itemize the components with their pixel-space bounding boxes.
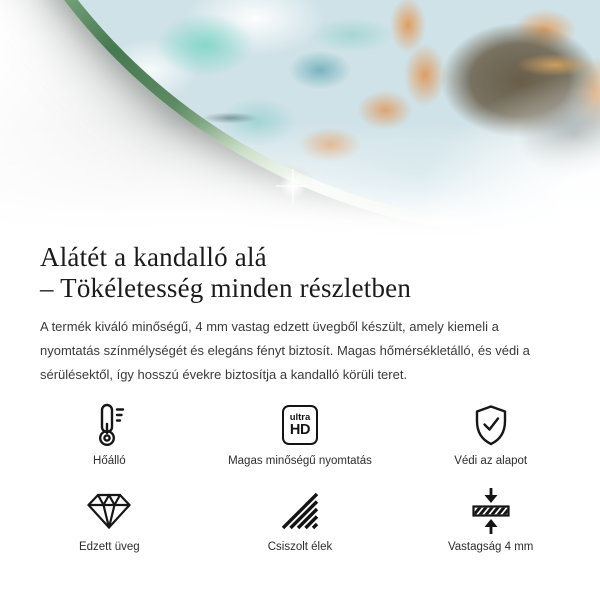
feature-item-protects-base [395,402,586,468]
ultra-hd-icon [282,402,318,448]
feature-label: Magas minőségű nyomtatás [228,455,372,467]
feature-item-heat-resistant [14,402,205,468]
feature-item-high-quality-print [205,402,396,468]
ultra-hd-badge-bottom: HD [289,422,311,438]
thickness-compress-icon [471,488,511,534]
feature-item-tempered-glass [14,488,205,554]
title-line-2: – Tökéletesség minden részletben [40,273,412,303]
features-grid [14,402,586,554]
hero-image [0,0,600,236]
thermometer-icon [93,402,125,448]
title-line-1: Alátét a kandalló alá [40,242,267,272]
feature-item-thickness [395,488,586,554]
diamond-icon [86,488,132,534]
feature-label: Vastagság 4 mm [447,541,534,553]
feature-label: Edzett üveg [78,541,140,553]
polished-edges-icon [280,488,320,534]
product-description: A termék kiváló minőségű, 4 mm vastag edzett üvegből készült, amely kiemeli a nyomtatás színmélységét és elegáns fényt biztosít. Magas hőmérsékletálló, és védi a sérülésektől, így hosszú évekre biztosítja a kandalló körüli teret. [40,319,530,382]
page-title [40,242,562,304]
feature-label: Hőálló [93,455,126,467]
ultra-hd-badge-top: ultra [289,411,311,423]
feature-label: Védi az alapot [454,455,528,467]
feature-item-polished-edges [205,488,396,554]
marble-artwork [0,0,600,225]
content-block [40,234,562,387]
glass-disc [0,0,600,225]
shield-check-icon [472,402,510,448]
feature-label: Csiszolt élek [267,541,333,553]
